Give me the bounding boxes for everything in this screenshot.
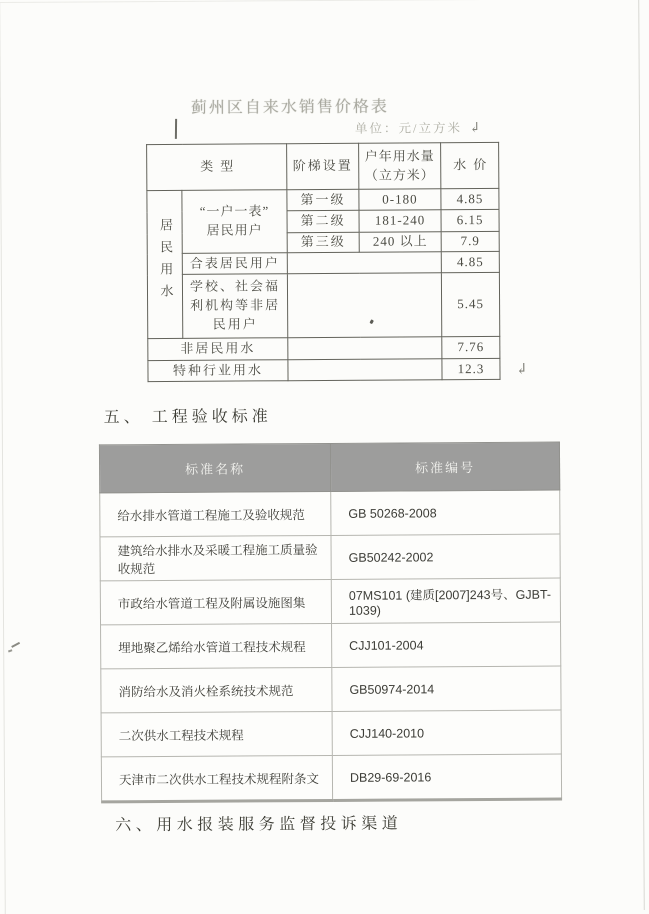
school-row — [147, 272, 499, 338]
pen-scribble — [8, 649, 12, 652]
standards-row — [101, 666, 561, 713]
standards-row — [101, 622, 561, 669]
nonresident-label: 非居民用水 — [148, 338, 288, 361]
nonresident-row — [148, 336, 500, 360]
standards-header-code: 标准编号 — [330, 442, 559, 491]
page-edge-left — [0, 2, 6, 914]
pen-scribble — [11, 642, 20, 648]
standards-row — [100, 534, 560, 581]
section-6-heading: 六、用水报装服务监督投诉渠道 — [115, 815, 403, 835]
tier1-label: 第一级 — [287, 189, 359, 210]
page-edge-right — [638, 0, 645, 910]
special-industry-label: 特种行业用水 — [148, 360, 288, 382]
standard-name: 天津市二次供水工程技术规程附条文 — [101, 755, 332, 801]
standard-name: 埋地聚乙烯给水管道工程技术规程 — [101, 623, 332, 668]
price-table-unit-note — [355, 118, 481, 138]
standard-code: GB50974-2014 — [332, 666, 561, 711]
school-label: 学校、社会福 利机构等非居 民用户 — [182, 274, 287, 339]
standard-code: DB29-69-2016 — [332, 754, 561, 800]
tier1-price: 4.85 — [441, 188, 499, 209]
col-header-usage: 户年用水量 （立方米） — [359, 143, 441, 190]
standards-row — [100, 490, 560, 537]
col-header-price: 水价 — [441, 142, 499, 188]
standards-header-row — [99, 442, 559, 493]
page-edge-top — [0, 0, 646, 3]
combined-meter-empty-cell — [287, 252, 441, 274]
combined-meter-price: 4.85 — [441, 251, 499, 272]
nonresident-empty-cell — [288, 337, 442, 360]
tier3-range: 240 以上 — [359, 232, 441, 253]
col-header-tier: 阶梯设置 — [287, 143, 359, 189]
col-header-type: 类型 — [147, 144, 287, 191]
one-meter-user-cell: “一户一表” 居民用户 — [182, 190, 287, 254]
standard-name: 建筑给水排水及采暖工程施工质量验收规范 — [100, 535, 331, 580]
school-price: 5.45 — [441, 272, 499, 336]
unit-note-text: 单位：元/立方米 — [354, 121, 463, 136]
price-table-header-row — [147, 142, 499, 190]
standards-row — [100, 578, 560, 625]
tier1-row — [147, 188, 499, 211]
scan-artifacts — [0, 0, 646, 2]
combined-meter-row — [147, 251, 499, 274]
return-mark-icon: ↲ — [468, 121, 481, 137]
price-table-title: 蓟州区自来水销售价格表 — [190, 98, 389, 117]
standard-name: 消防给水及消火栓系统技术规范 — [101, 667, 332, 712]
residential-group-label: 居民用水 — [157, 217, 174, 306]
return-mark-icon: ↲ — [515, 361, 529, 378]
standard-code: CJJ140-2010 — [332, 710, 561, 755]
standard-name: 市政给水管道工程及附属设施图集 — [100, 579, 331, 624]
tier3-label: 第三级 — [287, 232, 359, 252]
special-industry-empty-cell — [288, 359, 442, 381]
school-empty-cell — [287, 273, 441, 338]
special-industry-row — [148, 358, 500, 381]
pen-tick-mark — [175, 119, 177, 139]
standard-name: 二次供水工程技术规程 — [101, 711, 332, 756]
standards-table — [99, 442, 562, 804]
tier3-price: 7.9 — [441, 231, 499, 251]
tier2-range: 181-240 — [359, 210, 441, 233]
standards-row — [101, 710, 561, 757]
standard-code: GB50242-2002 — [331, 534, 560, 579]
standard-code: GB 50268-2008 — [331, 490, 560, 535]
standard-code: 07MS101 (建质[2007]243号、GJBT-1039) — [331, 578, 560, 623]
tier1-range: 0-180 — [359, 189, 441, 211]
standard-code: CJJ101-2004 — [332, 622, 561, 667]
water-price-table — [146, 142, 500, 382]
standards-row — [101, 754, 561, 802]
nonresident-price: 7.76 — [442, 336, 500, 358]
residential-group-cell — [147, 190, 183, 338]
combined-meter-label: 合表居民用户 — [182, 253, 287, 275]
standard-name: 给水排水管道工程施工及验收规范 — [100, 491, 331, 536]
tier2-price: 6.15 — [441, 209, 499, 231]
standards-header-name: 标准名称 — [99, 443, 330, 492]
section-5-heading: 五、 工程验收标准 — [103, 408, 272, 427]
special-industry-price: 12.3 — [442, 358, 500, 379]
tier2-label: 第二级 — [287, 210, 359, 232]
